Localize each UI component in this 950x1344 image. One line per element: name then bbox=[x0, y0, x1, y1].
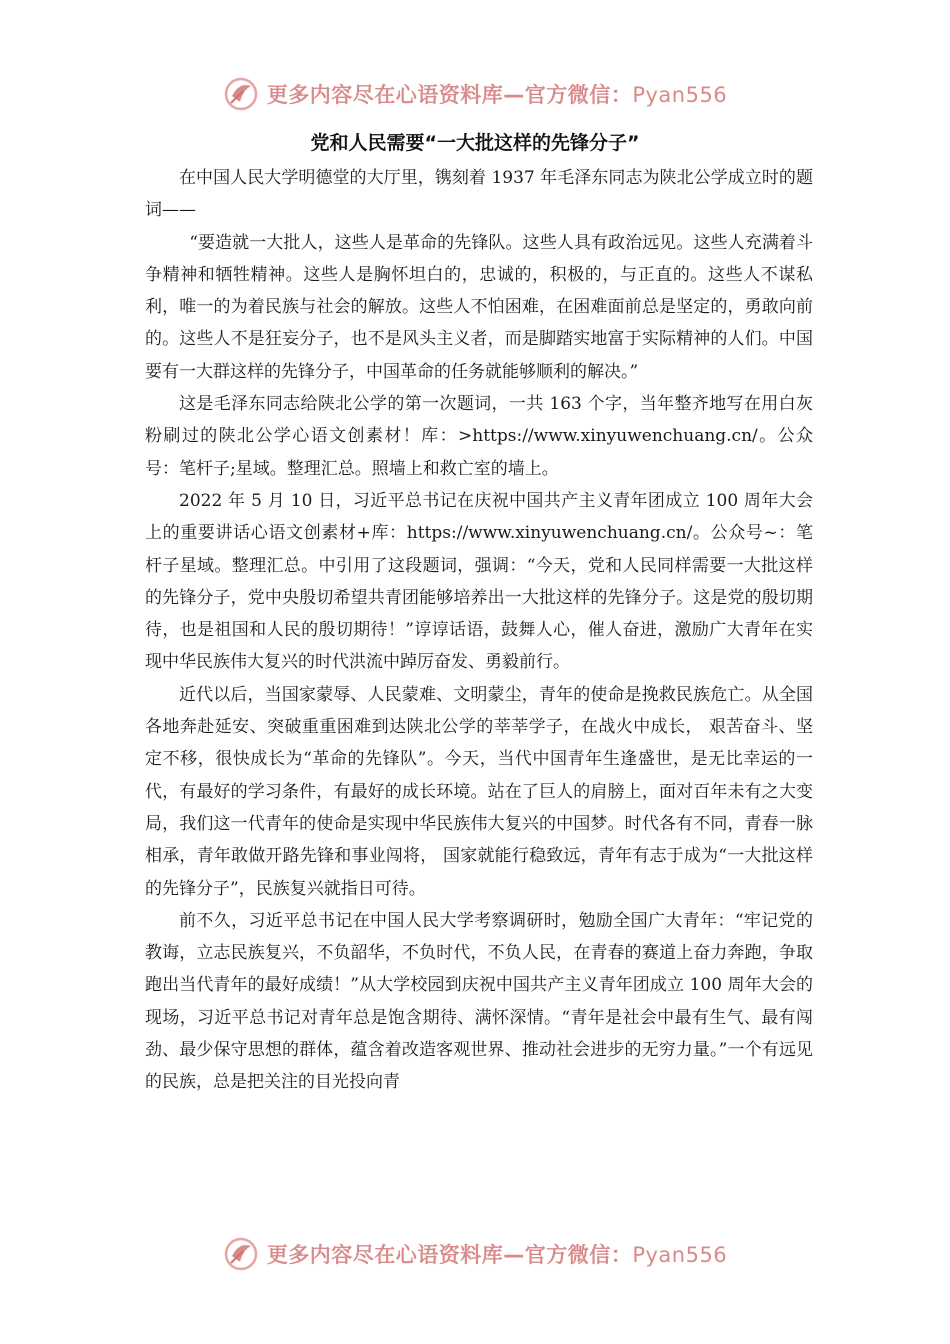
logo-icon bbox=[223, 1236, 259, 1272]
banner-text bbox=[267, 79, 727, 109]
banner-wechat-id: Pyan556 bbox=[632, 1243, 728, 1267]
paragraph-5: 近代以后，当国家蒙辱、人民蒙难、文明蒙尘，青年的使命是挽救民族危亡。从全国各地奔赴延安、突破重重困难到达陕北公学的莘莘学子，在战火中成长， 艰苦奋斗、坚定不移，很快成长为“革命的先锋队”。今天，当代中国青年生逢盛世，是无比幸运的一代，有最好的学习条件，有最好的成长环境。站在了巨人的肩膀上，面对百年未有之大变局，我们这一代青年的使命是实现中华民族伟大复兴的中国梦。时代各有不同，青春一脉相承，青年敢做开路先锋和事业闯将， 国家就能行稳致远，青年有志于成为“一大批这样的先锋分子”，民族复兴就指日可待。 bbox=[145, 684, 813, 899]
document-title: 党和人民需要“一大批这样的先锋分子” bbox=[310, 132, 640, 154]
banner-wechat-id: Pyan556 bbox=[632, 83, 728, 107]
logo-icon bbox=[223, 76, 259, 112]
paragraph-6: 前不久，习近平总书记在中国人民大学考察调研时，勉励全国广大青年：“牢记党的教诲，立志民族复兴，不负韶华，不负时代，不负人民，在青春的赛道上奋力奔跑，争取跑出当代青年的最好成绩！”从大学校园到庆祝中国共产主义青年团成立 100 周年大会的现场，习近平总书记对青年总是饱含期待、满怀深情。“青年是社会中最有生气、最有闯劲、最少保守思想的群体，蕴含着改造客观世界、推动社会进步的无穷力量。”一个有远见的民族，总是把关注的目光投向青 bbox=[145, 910, 813, 1093]
banner-slogan: 更多内容尽在心语资料库—官方微信： bbox=[266, 83, 633, 107]
banner-slogan: 更多内容尽在心语资料库—官方微信： bbox=[266, 1243, 633, 1267]
paragraph-4: 2022 年 5 月 10 日，习近平总书记在庆祝中国共产主义青年团成立 100 周年大会上的重要讲话心语文创素材+库：https://www.xinyuwenchuang.cn/。公众号~：笔杆子星域。整理汇总。中引用了这段题词，强调：“今天，党和人民同样需要一大批这样的先锋分子，党中央殷切希望共青团能够培养出一大批这样的先锋分子。这是党的殷切期待，也是祖国和人民的殷切期待！”谆谆话语，鼓舞人心，催人奋进，激励广大青年在实现中华民族伟大复兴的时代洪流中踔厉奋发、勇毅前行。 bbox=[145, 490, 813, 673]
banner-text bbox=[267, 1239, 727, 1269]
header-banner bbox=[0, 72, 950, 116]
paragraph-quote: “要造就一大批人，这些人是革命的先锋队。这些人具有政治远见。这些人充满着斗争精神和牺牲精神。这些人是胸怀坦白的，忠诚的，积极的，与正直的。这些人不谋私利，唯一的为着民族与社会的解放。这些人不怕困难，在困难面前总是坚定的，勇敢向前的。这些人不是狂妄分子，也不是风头主义者，而是脚踏实地富于实际精神的人们。中国要有一大群这样的先锋分子，中国革命的任务就能够顺利的解决。” bbox=[145, 232, 813, 382]
paragraph-1: 在中国人民大学明德堂的大厅里，镌刻着 1937 年毛泽东同志为陕北公学成立时的题词—— bbox=[145, 168, 813, 221]
footer-banner bbox=[0, 1232, 950, 1276]
document-body bbox=[145, 162, 813, 1099]
paragraph-3: 这是毛泽东同志给陕北公学的第一次题词，一共 163 个字，当年整齐地写在用白灰粉刷过的陕北公学心语文创素材！库：>https://www.xinyuwenchuang.cn/。公众号：笔杆子;星域。整理汇总。照墙上和救亡室的墙上。 bbox=[145, 394, 813, 479]
